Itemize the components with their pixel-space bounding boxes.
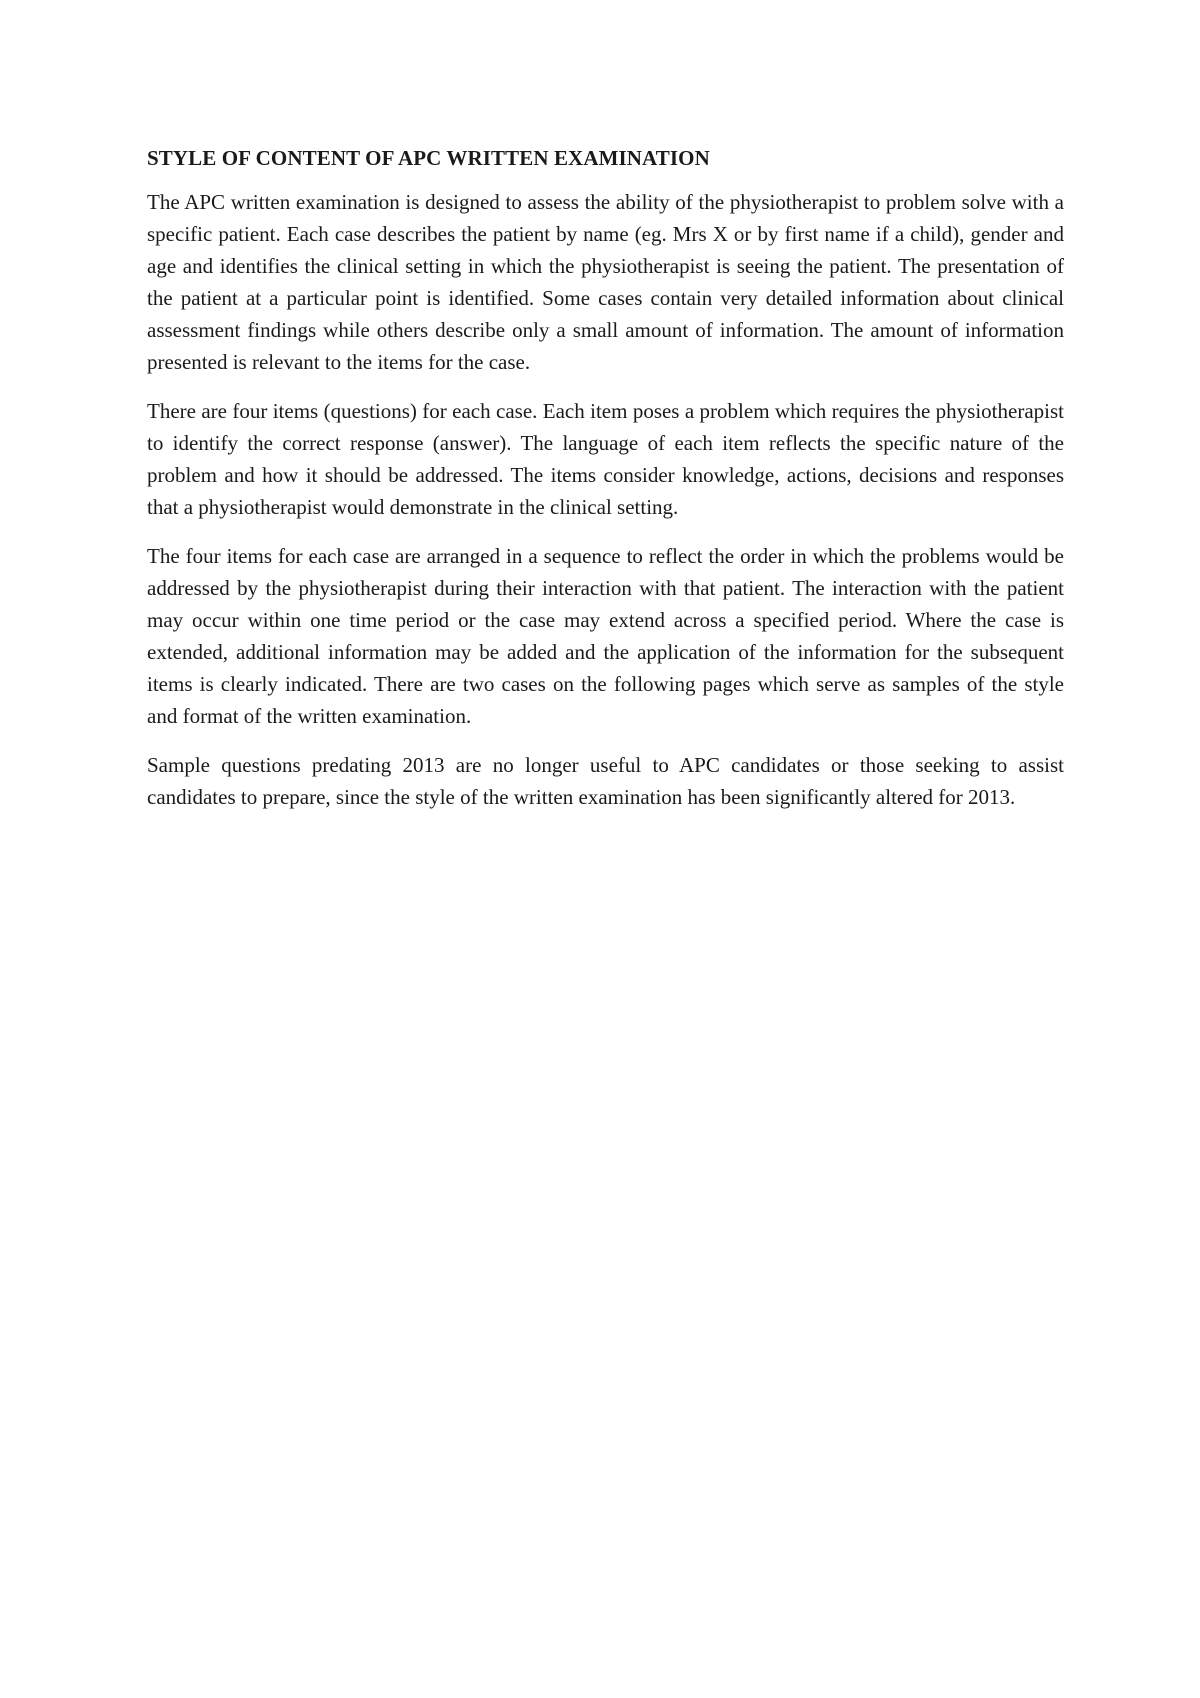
paragraph-sample-questions: Sample questions predating 2013 are no longer useful to APC candidates or those seeking to assist candidates to prepare, since the style of the written examination has been significantly altered for 2013. [147, 753, 1064, 809]
paragraph-items-per-case: There are four items (questions) for each case. Each item poses a problem which requires the physiotherapist to identify the correct response (answer). The language of each item reflects the specific nature of the problem and how it should be addressed. The items consider knowledge, actions, decisions and responses that a physiotherapist would demonstrate in the clinical setting. [147, 399, 1064, 519]
paragraph-exam-purpose: The APC written examination is designed to assess the ability of the physiotherapist to problem solve with a specific patient. Each case describes the patient by name (eg. Mrs X or by first name if a child), gender and age and identifies the clinical setting in which the physiotherapist is seeing the patient. The presentation of the patient at a particular point is identified. Some cases contain very detailed information about clinical assessment findings while others describe only a small amount of information. The amount of information presented is relevant to the items for the case. [147, 190, 1064, 374]
document-title: STYLE OF CONTENT OF APC WRITTEN EXAMINATION [147, 146, 710, 170]
paragraph-item-sequence: The four items for each case are arranged in a sequence to reflect the order in which the problems would be addressed by the physiotherapist during their interaction with that patient. The interaction with the patient may occur within one time period or the case may extend across a specified period. Where the case is extended, additional information may be added and the application of the information for the subsequent items is clearly indicated. There are two cases on the following pages which serve as samples of the style and format of the written examination. [147, 544, 1064, 728]
document-body [147, 142, 1064, 830]
